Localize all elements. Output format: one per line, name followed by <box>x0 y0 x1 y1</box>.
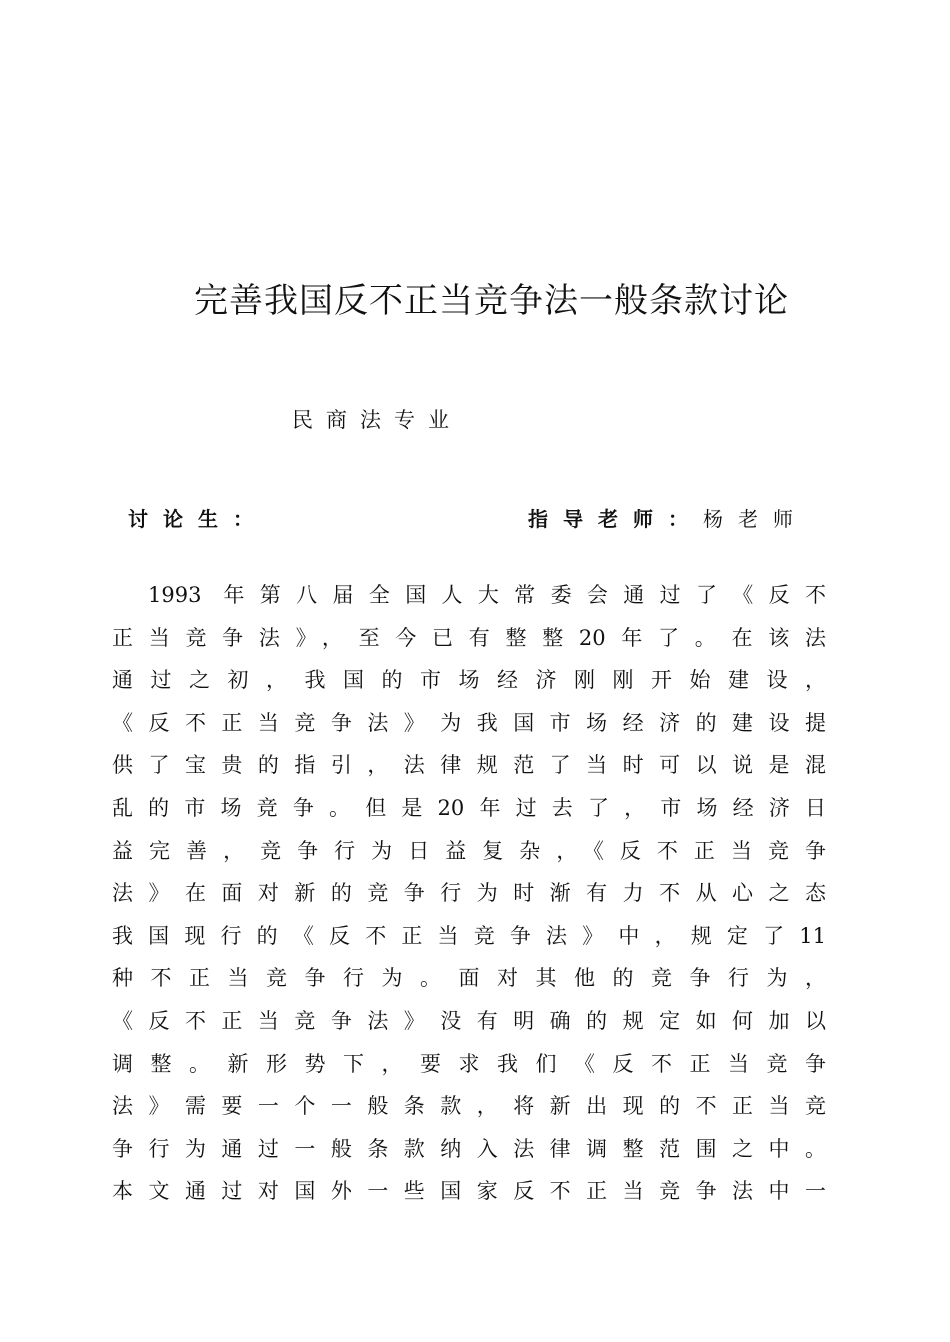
paragraph-line: 争行为通过一般条款纳入法律调整范围之中。 <box>112 1136 826 1161</box>
paragraph-line: 乱的市场竞争。但是20年过去了，市场经济日 <box>112 795 826 820</box>
paragraph-line: 正当竞争法》，至今已有整整20年了。在该法 <box>112 625 826 650</box>
paragraph-line: 供了宝贵的指引，法律规范了当时可以说是混 <box>112 753 826 778</box>
paragraph-line: 我国现行的《反不正当竞争法》中，规定了11 <box>112 923 826 948</box>
paragraph-line: 法》需要一个一般条款，将新出现的不正当竞 <box>112 1094 826 1119</box>
paragraph-line: 1993 年第八届全国人大常委会通过了《反不 <box>148 583 826 607</box>
paragraph-line: 《反不正当竞争法》为我国市场经济的建设提 <box>112 710 826 735</box>
major-label: 民商法专业 <box>292 408 462 432</box>
advisor-info <box>528 503 808 535</box>
paragraph-line: 本文通过对国外一些国家反不正当竞争法中一 <box>112 1179 826 1204</box>
paragraph-line: 《反不正当竞争法》没有明确的规定如何加以 <box>112 1008 826 1033</box>
paragraph-line: 调整。新形势下，要求我们《反不正当竞争 <box>112 1051 826 1076</box>
page-title: 完善我国反不正当竞争法一般条款讨论 <box>194 281 789 321</box>
paragraph-line: 益完善，竞争行为日益复杂，《反不正当竞争 <box>112 838 826 863</box>
body-paragraph <box>112 574 826 1213</box>
paragraph-line: 法》在面对新的竞争行为时渐有力不从心之态 <box>112 881 826 906</box>
advisor-name: 杨老师 <box>703 507 808 531</box>
paragraph-line: 通过之初，我国的市场经济刚刚开始建设， <box>112 668 826 693</box>
advisor-label: 指导老师： <box>528 507 703 531</box>
student-label: 讨论生： <box>128 507 268 531</box>
paragraph-line: 种不正当竞争行为。面对其他的竞争行为， <box>112 966 826 991</box>
